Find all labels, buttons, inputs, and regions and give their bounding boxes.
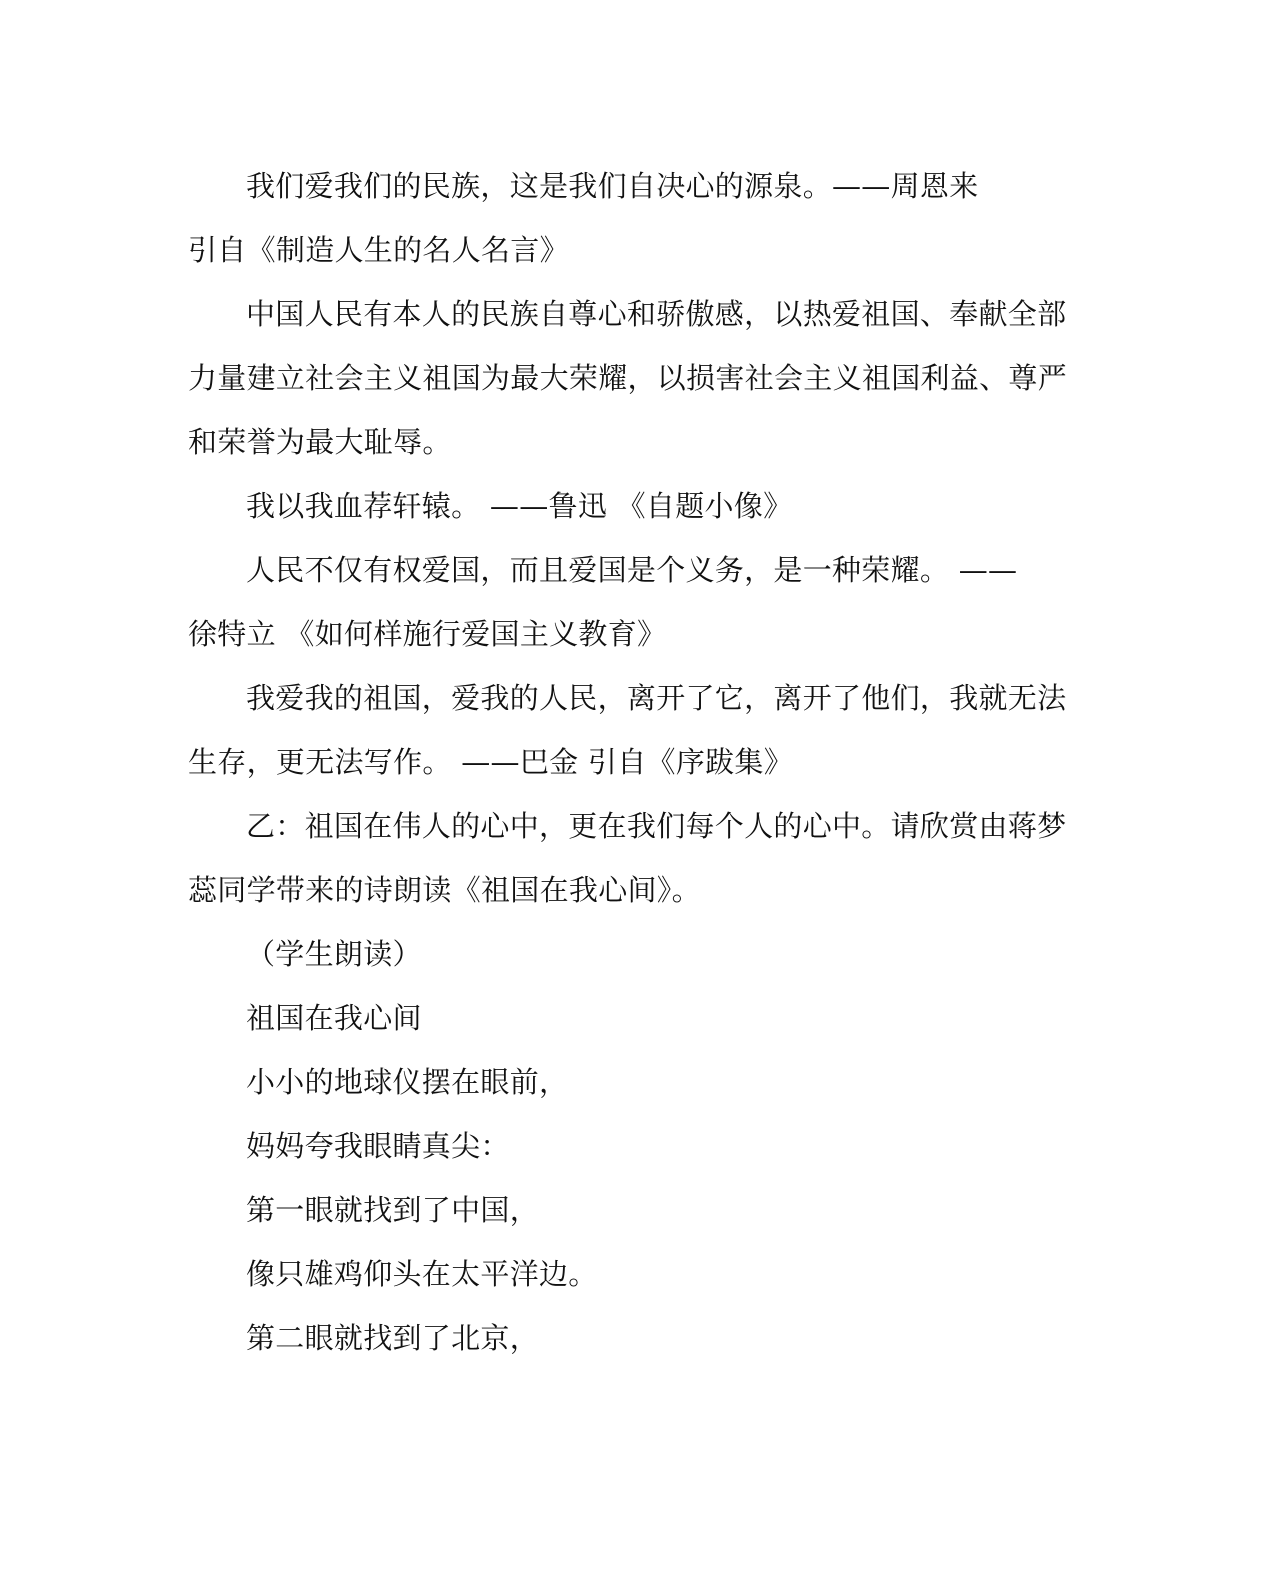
text-line: 祖国在我心间 — [246, 1001, 422, 1035]
text-line: 徐特立 《如何样施行爱国主义教育》 — [188, 617, 667, 651]
text-line: 引自《制造人生的名人名言》 — [188, 233, 569, 267]
text-line: 第一眼就找到了中国， — [246, 1193, 540, 1227]
text-line: 生存，更无法写作。 ——巴金 引自《序跋集》 — [188, 745, 794, 779]
text-line: 力量建立社会主义祖国为最大荣耀，以损害社会主义祖国利益、尊严 — [188, 361, 1068, 395]
text-line: 我爱我的祖国，爱我的人民，离开了它，离开了他们，我就无法 — [246, 681, 1067, 715]
text-line: 第二眼就找到了北京， — [246, 1321, 540, 1355]
document-body — [188, 154, 1068, 1370]
text-line: 人民不仅有权爱国，而且爱国是个义务，是一种荣耀。 —— — [246, 553, 1018, 587]
text-line: 小小的地球仪摆在眼前， — [246, 1065, 569, 1099]
text-line: 我们爱我们的民族，这是我们自决心的源泉。——周恩来 — [246, 169, 979, 203]
text-line: 乙：祖国在伟人的心中，更在我们每个人的心中。请欣赏由蒋梦 — [246, 809, 1067, 843]
text-line: （学生朗读） — [246, 937, 422, 971]
text-line: 我以我血荐轩辕。 ——鲁迅 《自题小像》 — [246, 489, 793, 523]
text-line: 蕊同学带来的诗朗读《祖国在我心间》。 — [188, 873, 701, 907]
text-line: 像只雄鸡仰头在太平洋边。 — [246, 1257, 598, 1291]
text-line: 中国人民有本人的民族自尊心和骄傲感，以热爱祖国、奉献全部 — [246, 297, 1067, 331]
text-line: 和荣誉为最大耻辱。 — [188, 425, 452, 459]
text-line: 妈妈夸我眼睛真尖： — [246, 1129, 510, 1163]
